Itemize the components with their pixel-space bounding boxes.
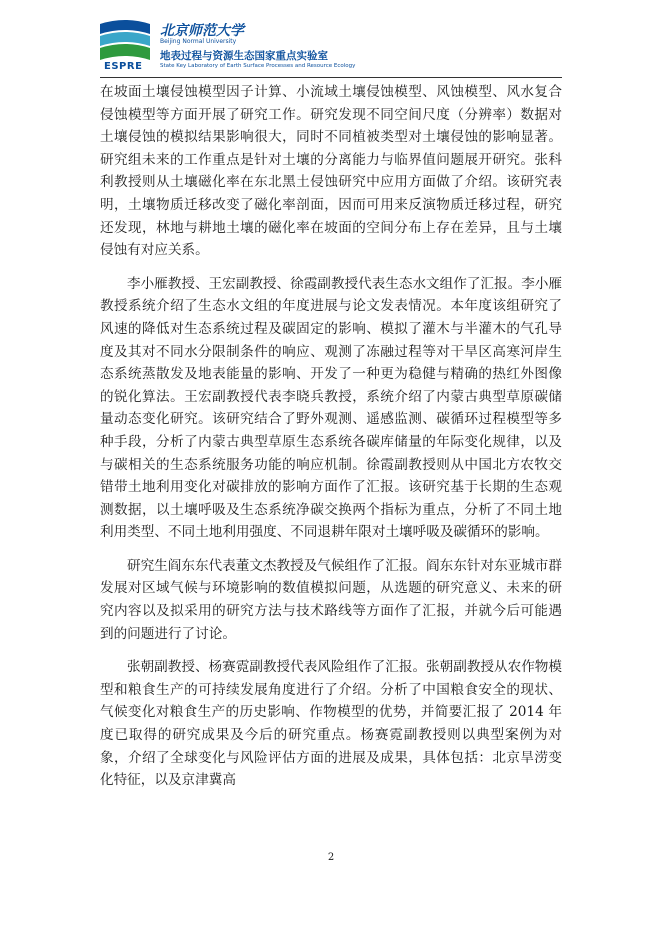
paragraph-4: 张朝副教授、杨赛霓副教授代表风险组作了汇报。张朝副教授从农作物模型和粮食生产的可持续发展角度进行了介绍。分析了中国粮食安全的现状、气候变化对粮食生产的历史影响、作物模型的优势，并简要汇报了 2014 年度已取得的研究成果及今后的研究重点。杨赛霓副教授则以典型案例为对象，介绍了全球变化与风险评估方面的进展及成果，具体包括：北京旱涝变化特征，以及京津冀高 bbox=[100, 659, 562, 789]
header-rule bbox=[100, 77, 562, 78]
university-name-en: Beijing Normal University bbox=[160, 38, 237, 45]
lab-name-en: State Key Laboratory of Earth Surface Processes and Resource Ecology bbox=[160, 63, 356, 69]
page-header bbox=[100, 16, 562, 76]
university-name-cn: 北京师范大学 bbox=[160, 23, 244, 39]
paragraph-2: 李小雁教授、王宏副教授、徐霞副教授代表生态水文组作了汇报。李小雁教授系统介绍了生态水文组的年度进展与论文发表情况。本年度该组研究了风速的降低对生态系统过程及碳固定的影响、模拟了灌木与半灌木的气孔导度及其对不同水分限制条件的响应、观测了冻融过程等对干旱区高寒河岸生态系统蒸散发及地表能量的影响、开发了一种更为稳健与精确的热红外图像的锐化算法。王宏副教授代表李晓兵教授，系统介绍了内蒙古典型草原碳储量动态变化研究。该研究结合了野外观测、遥感监测、碳循环过程模型等多种手段，分析了内蒙古典型草原生态系统各碳库储量的年际变化规律，以及与碳相关的生态系统服务功能的响应机制。徐霞副教授则从中国北方农牧交错带土地利用变化对碳排放的影响方面作了汇报。该研究基于长期的生态观测数据，以土壤呼吸及生态系统净碳交换两个指标为重点，分析了不同土地利用类型、不同土地利用强度、不同退耕年限对土壤呼吸及碳循环的影响。 bbox=[100, 275, 562, 541]
logo-text: ESPRE bbox=[104, 61, 143, 72]
page-number: 2 bbox=[327, 852, 335, 863]
lab-name-cn: 地表过程与资源生态国家重点实验室 bbox=[160, 50, 328, 62]
body-text bbox=[100, 81, 562, 803]
paragraph-1: 在坡面土壤侵蚀模型因子计算、小流域土壤侵蚀模型、风蚀模型、风水复合侵蚀模型等方面开展了研究工作。研究发现不同空间尺度（分辨率）数据对土壤侵蚀的模拟结果影响很大，同时不同植被类型对土壤侵蚀的影响显著。研究组未来的工作重点是针对土壤的分离能力与临界值问题展开研究。张科利教授则从土壤磁化率在东北黑土侵蚀研究中应用方面做了介绍。该研究表明，土壤物质迁移改变了磁化率剖面，因而可用来反演物质迁移过程，研究还发现，林地与耕地土壤的磁化率在坡面的空间分布上存在差异，且与土壤侵蚀有对应关系。 bbox=[100, 84, 562, 259]
paragraph-3: 研究生阎东东代表董文杰教授及气候组作了汇报。阎东东针对东亚城市群发展对区域气候与环境影响的数值模拟问题，从选题的研究意义、未来的研究内容以及拟采用的研究方法与技术路线等方面作了汇报，并就今后可能遇到的问题进行了讨论。 bbox=[100, 557, 562, 642]
